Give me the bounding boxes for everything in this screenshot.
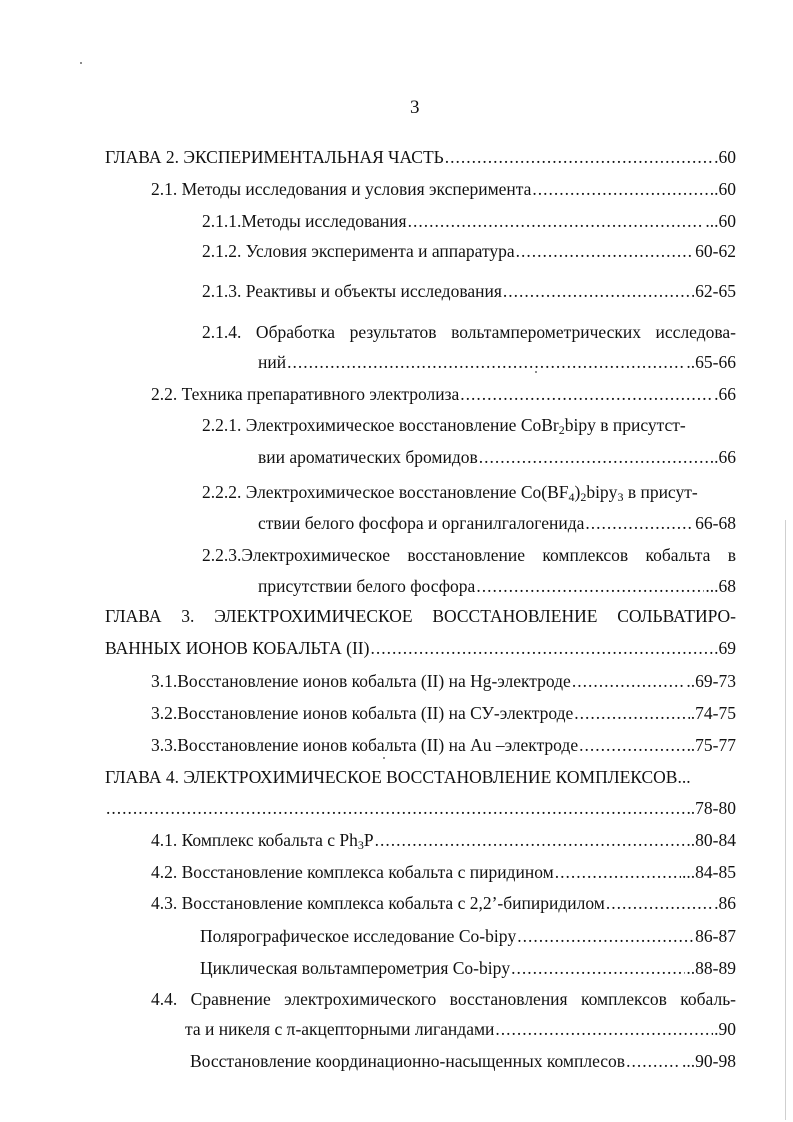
toc-entry-4-2: 4.2. Восстановление комплекса кобальта с пиридином ..... ...84-85	[151, 861, 736, 883]
toc-entry-4-1: 4.1. Комплекс кобальта с $Ph_3P$ ..... .80-84	[151, 829, 736, 851]
toc-entry-2-1: 2.1. Методы исследования и условия эксперимента ..... .60	[151, 178, 736, 200]
toc-entry-2-2-3-line2: присутствии белого фосфора ..... ...68	[258, 575, 736, 597]
scan-edge-line	[785, 520, 786, 1120]
toc-entry-2-2-2-line1: 2.2.2. Электрохимическое восстановление $Co(BF_4)_2bipy_3$ в присут-	[202, 482, 698, 504]
toc-entry-ch2: ГЛАВА 2. ЭКСПЕРИМЕНТАЛЬНАЯ ЧАСТЬ ..... .60	[105, 146, 736, 168]
toc-entry-2-1-4-line2: ний ..... ..65-66	[258, 351, 736, 373]
toc-entry-2-2-1-line2: вии ароматических бромидов ..... ..66	[258, 446, 736, 468]
page-number: 3	[410, 97, 420, 118]
toc-entry-2-2-3-line1: 2.2.3.Электрохимическое восстановление комплексов кобальта в	[202, 545, 736, 565]
toc-entry-2-2: 2.2. Техника препаративного электролиза ..... .66	[151, 383, 736, 405]
toc-entry-ch3-line1: ГЛАВА 3. ЭЛЕКТРОХИМИЧЕСКОЕ ВОССТАНОВЛЕНИЕ СОЛЬВАТИРО-	[105, 606, 736, 626]
toc-entry-ch4-line2: ..... .78-80	[105, 797, 736, 819]
toc-entry-4-3-cyclic-voltammetry: Циклическая вольтамперометрия Co-bipy ..... ..88-89	[200, 957, 736, 979]
toc-entry-4-4-saturated-complexes: Восстановление координационно-насыщенных комплесов ..... ...90-98	[190, 1050, 736, 1072]
toc-entry-2-1-3: 2.1.3. Реактивы и объекты исследования ..... 62-65	[202, 280, 736, 302]
toc-entry-4-3-polarography: Полярографическое исследование Co-bipy ..... 86-87	[200, 925, 736, 947]
toc-entry-2-1-1: 2.1.1.Методы исследования ..... ...60	[202, 210, 736, 232]
toc-entry-4-4-line2: та и никеля с π-акцепторными лигандами ..... .90	[185, 1018, 736, 1040]
toc-entry-3-2: 3.2.Восстановление ионов кобальта (II) на СУ-электроде ..... .74-75	[151, 702, 736, 724]
toc-entry-4-4-line1: 4.4. Сравнение электрохимического восстановления комплексов кобаль-	[151, 989, 736, 1009]
toc-entry-ch4-line1: ГЛАВА 4. ЭЛЕКТРОХИМИЧЕСКОЕ ВОССТАНОВЛЕНИЕ КОМПЛЕКСОВ...	[105, 767, 691, 787]
toc-entry-2-1-4-line1: 2.1.4. Обработка результатов вольтамперометрических исследова-	[202, 322, 736, 342]
scan-speck	[383, 757, 385, 759]
scan-speck	[535, 371, 537, 373]
toc-entry-4-3: 4.3. Восстановление комплекса кобальта с 2,2’-бипиридилом ..... .86	[151, 892, 736, 914]
toc-entry-2-1-2: 2.1.2. Условия эксперимента и аппаратура ..... 60-62	[202, 240, 736, 262]
toc-entry-ch3-line2: ВАННЫХ ИОНОВ КОБАЛЬТА (II) ..... .69	[105, 637, 736, 659]
toc-entry-2-2-1-line1: 2.2.1. Электрохимическое восстановление CoBr$_2$bipy в присутст-	[202, 415, 686, 437]
toc-entry-3-1: 3.1.Восстановление ионов кобальта (II) на Hg-электроде ..... ..69-73	[151, 670, 736, 692]
toc-entry-3-3: 3.3.Восстановление ионов кобальта (II) на Au –электроде ..... .75-77	[151, 734, 736, 756]
toc-entry-2-2-2-line2: ствии белого фосфора и органилгалогенида ..... 66-68	[258, 512, 736, 534]
scan-speck	[80, 62, 82, 64]
